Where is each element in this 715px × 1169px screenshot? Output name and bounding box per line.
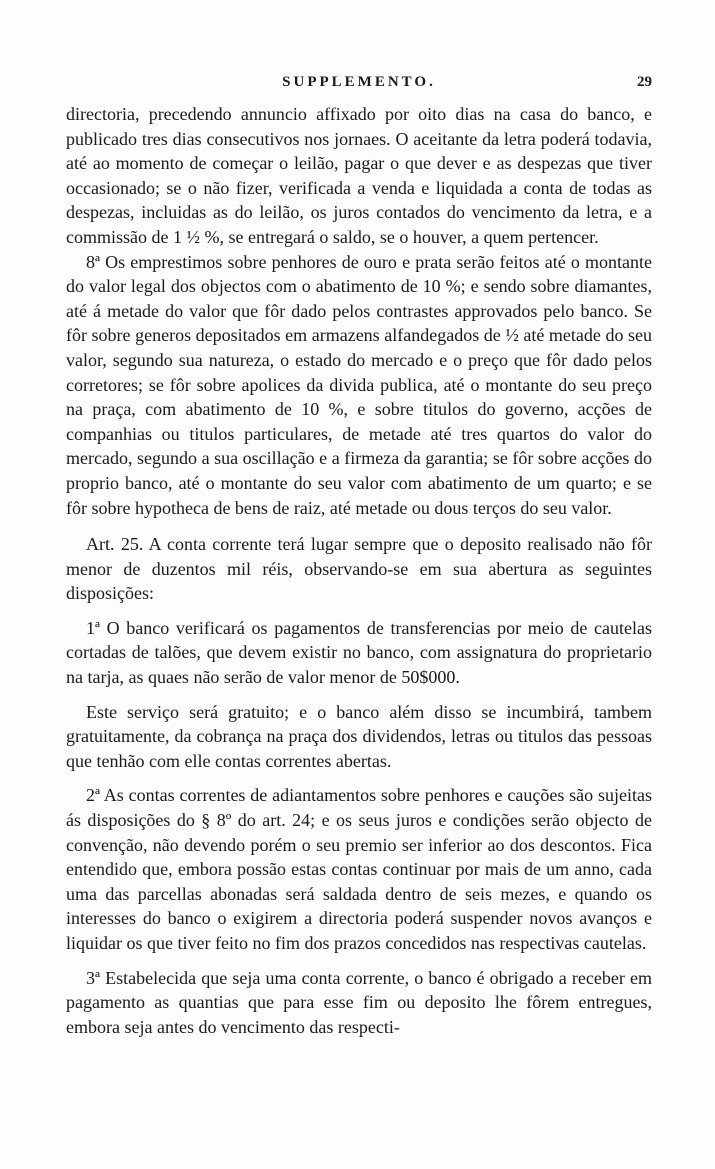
running-header: [66, 74, 652, 98]
running-title: SUPPLEMENTO.: [282, 74, 436, 90]
paragraph-continuation: directoria, precedendo annuncio affixado por oito dias na casa do banco, e publicado tres dias consecutivos nos jornaes. O aceitante da letra poderá todavia, até ao momento de começar o leilão, pagar o que dever e as despezas que tiver occasionado; se o não fizer, verificada a venda e liquidada a conta de todas as despezas, incluidas as do leilão, os juros contados do vencimento da letra, e a commissão de 1 ½ %, se entregará o saldo, se o houver, a quem pertencer.: [66, 104, 652, 247]
paragraph-item-3: 3ª Estabelecida que seja uma conta corrente, o banco é obrigado a receber em pagamento as quantias que para esse fim ou deposito lhe fôrem entregues, embora seja antes do vencimento das respecti-: [66, 967, 652, 1037]
paragraph-item-1: 1ª O banco verificará os pagamentos de transferencias por meio de cautelas cortadas de talões, que devem existir no banco, com assignatura do proprietario na tarja, as quaes não serão de valor menor de 50$000.: [66, 617, 652, 688]
body-text: [66, 102, 652, 1039]
paragraph-item-8: 8ª Os emprestimos sobre penhores de ouro e prata serão feitos até o montante do valor legal dos objectos com o abatimento de 10 %; e sendo sobre diamantes, até á metade do valor que fôr dado pelos contrastes approvados pelo banco. Se fôr sobre generos depositados em armazens alfandegados de ½ até metade do seu valor, segundo sua natureza, o estado do mercado e o preço que fôr dado pelos corretores; se fôr sobre apolices da divida publica, até o montante do seu preço na praça, com abatimento de 10 %, e sobre titulos do governo, acções de companhias ou titulos particulares, de metade até tres quartos do valor do mercado, segundo a sua oscillação e a firmeza da garantia; se fôr sobre acções do proprio banco, até o montante do seu valor com abatimento de um quarto; e se fôr sobre hypotheca de bens de raiz, até metade ou dous terços do seu valor.: [66, 251, 652, 518]
paragraph-item-2: 2ª As contas correntes de adiantamentos sobre penhores e cauções são sujeitas ás disposições do § 8º do art. 24; e os seus juros e condições serão objecto de convenção, não devendo porém o seu premio ser inferior ao dos descontos. Fica entendido que, embora possão estas contas continuar por mais de um anno, cada uma das parcellas abonadas será saldada dentro de seis mezes, e quando os interesses do banco o exigirem a directoria poderá suspender novos avanços e liquidar os que tiver feito no fim dos prazos concedidos nas respectivas cautelas.: [66, 785, 652, 953]
page-number: 29: [637, 74, 652, 90]
paragraph-article-25: Art. 25. A conta corrente terá lugar sempre que o deposito realisado não fôr menor de duzentos mil réis, observando-se em sua abertura as seguintes disposições:: [66, 534, 652, 604]
paragraph-service-note: Este serviço será gratuito; e o banco além disso se incumbirá, tambem gratuitamente, da cobrança na praça dos dividendos, letras ou titulos das pessoas que tenhão com elle contas correntes abertas.: [66, 701, 652, 771]
